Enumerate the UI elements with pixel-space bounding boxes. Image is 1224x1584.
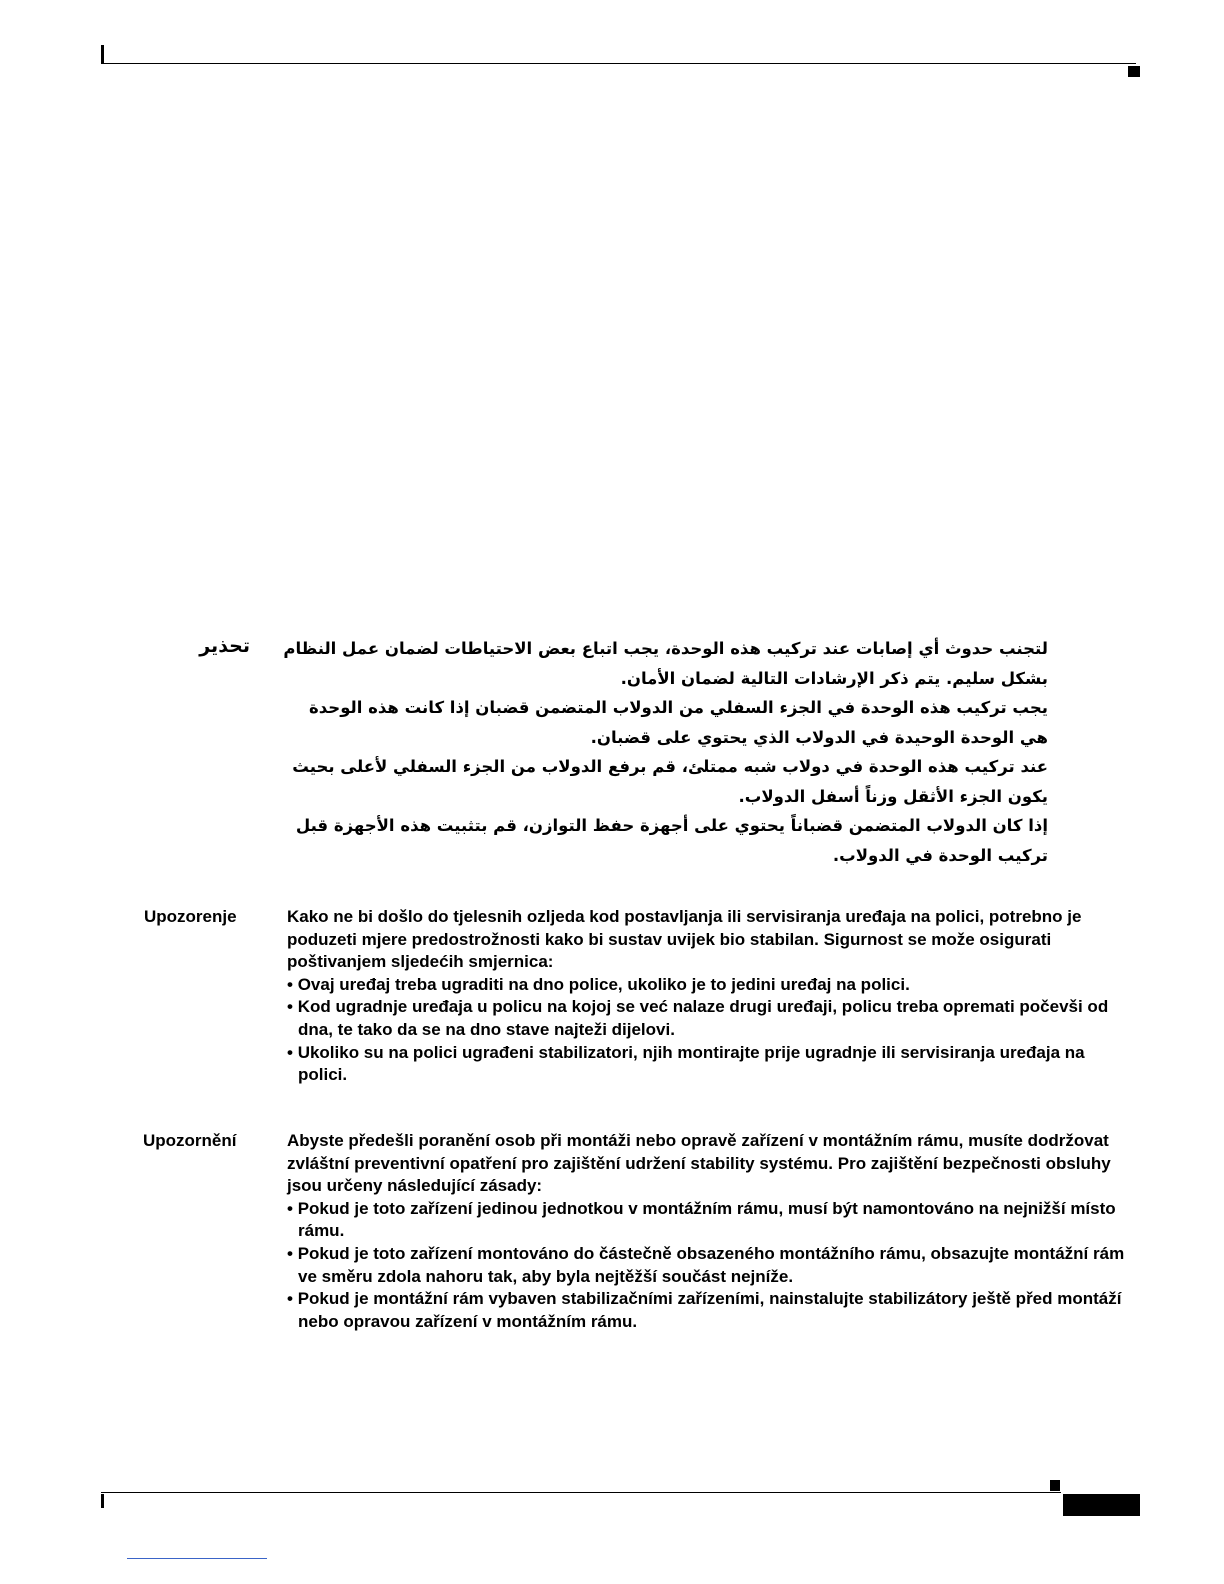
- croatian-bullet: • Kod ugradnje uređaja u policu na kojoj se već nalaze drugi uređaji, policu treba opremati počevši od dna, te tako da se na dno stave najteži dijelovi.: [287, 996, 1127, 1041]
- header-rule: [101, 63, 1136, 64]
- arabic-paragraph-1: لتجنب حدوث أي إصابات عند تركيب هذه الوحدة، يجب اتباع بعض الاحتياطات لضمان عمل النظام بشكل سليم. يتم ذكر الإرشادات التالية لضمان الأمان.: [283, 639, 1048, 688]
- arabic-paragraph-4: إذا كان الدولاب المتضمن قضباناً يحتوي على أجهزة حفظ التوازن، قم بتثبيت هذه الأجهزة قبل تركيب الوحدة في الدولاب.: [295, 816, 1048, 865]
- croatian-warning-label: Upozorenje: [144, 907, 237, 926]
- croatian-warning-body: [287, 906, 1127, 1087]
- footer-tick-mark: [101, 1494, 104, 1508]
- czech-warning-body: [287, 1130, 1137, 1333]
- footer-square-marker: [1050, 1480, 1060, 1491]
- arabic-paragraph-3: عند تركيب هذه الوحدة في دولاب شبه ممتلئ، قم برفع الدولاب من الجزء السفلي لأعلى بحيث يكون الجزء الأثقل وزناً أسفل الدولاب.: [292, 757, 1048, 806]
- czech-intro: Abyste předešli poranění osob při montáži nebo opravě zařízení v montážním rámu, musíte dodržovat zvláštní preventivní opatření pro zajištění udržení stability systému. Pro zajištění bezpečnosti obsluhy jsou určeny následující zásady:: [287, 1131, 1111, 1196]
- czech-bullet: • Pokud je montážní rám vybaven stabilizačními zařízeními, nainstalujte stabilizátory ještě před montáží nebo opravou zařízení v montážním rámu.: [287, 1288, 1137, 1333]
- czech-bullet: • Pokud je toto zařízení jedinou jednotkou v montážním rámu, musí být namontováno na nejnižší místo rámu.: [287, 1198, 1137, 1243]
- arabic-paragraph-2: يجب تركيب هذه الوحدة في الجزء السفلي من الدولاب المتضمن قضبان إذا كانت هذه الوحدة هي الوحدة الوحيدة في الدولاب الذي يحتوي على قضبان.: [309, 698, 1048, 747]
- arabic-warning-label: تحذير: [199, 635, 250, 657]
- czech-warning-label: Upozornění: [143, 1131, 237, 1150]
- croatian-bullet: • Ukoliko su na polici ugrađeni stabilizatori, njih montirajte prije ugradnje ili servisiranja uređaja na polici.: [287, 1042, 1127, 1087]
- czech-bullet-list: [287, 1198, 1137, 1334]
- header-tick-mark: [101, 45, 104, 64]
- footer-page-tab: [1063, 1494, 1140, 1516]
- arabic-warning-body: [282, 634, 1048, 870]
- header-square-marker: [1128, 66, 1140, 77]
- croatian-bullet: • Ovaj uređaj treba ugraditi na dno police, ukoliko je to jedini uređaj na polici.: [287, 974, 1127, 997]
- croatian-bullet-list: [287, 974, 1127, 1087]
- footer-rule: [101, 1492, 1061, 1493]
- footer-link-underline: [127, 1558, 267, 1559]
- croatian-intro: Kako ne bi došlo do tjelesnih ozljeda kod postavljanja ili servisiranja uređaja na polici, potrebno je poduzeti mjere predostrožnosti kako bi sustav uvijek bio stabilan. Sigurnost se može osigurati poštivanjem sljedećih smjernica:: [287, 907, 1082, 972]
- czech-bullet: • Pokud je toto zařízení montováno do částečně obsazeného montážního rámu, obsazujte montážní rám ve směru zdola nahoru tak, aby byla nejtěžší součást nejníže.: [287, 1243, 1137, 1288]
